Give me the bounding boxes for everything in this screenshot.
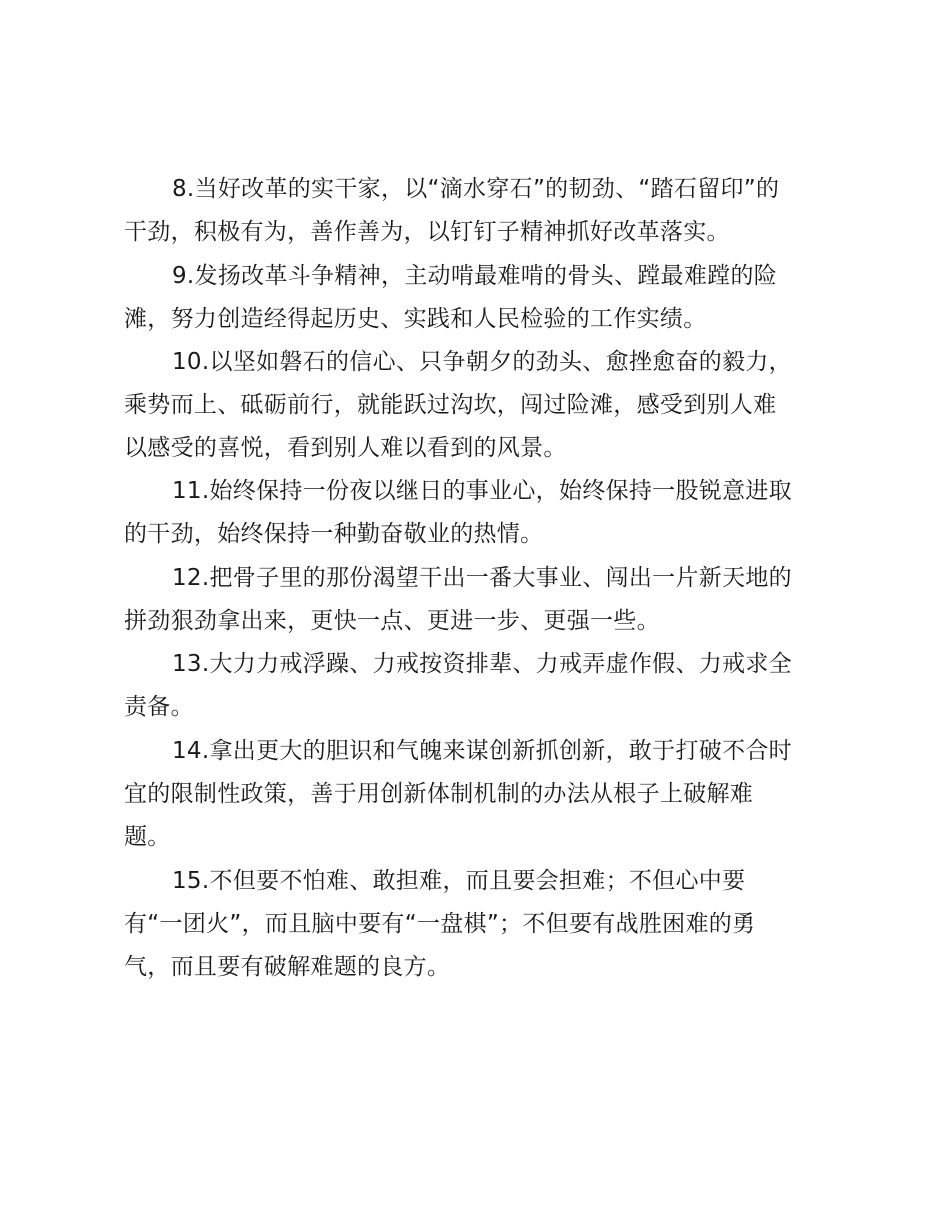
paragraph-line: 拼劲狠劲拿出来，更快一点、更进一步、更强一些。 [124, 608, 660, 634]
paragraph-line: 15.不但要不怕难、敢担难，而且要会担难；不但心中要 [172, 868, 746, 894]
paragraph-12 [124, 557, 844, 643]
paragraph-line: 干劲，积极有为，善作善为，以钉钉子精神抓好改革落实。 [124, 219, 730, 245]
paragraph-11 [124, 470, 844, 556]
paragraph-line: 滩，努力创造经得起历史、实践和人民检验的工作实绩。 [124, 306, 707, 332]
paragraph-line: 12.把骨子里的那份渴望干出一番大事业、闯出一片新天地的 [172, 565, 792, 591]
paragraph-line: 气，而且要有破解难题的良方。 [124, 954, 451, 980]
paragraph-8 [124, 168, 844, 254]
paragraph-15 [124, 860, 844, 989]
paragraph-line: 乘势而上、砥砺前行，就能跃过沟坎，闯过险滩，感受到别人难 [124, 392, 777, 418]
paragraph-line: 以感受的喜悦，看到别人难以看到的风景。 [124, 435, 567, 461]
paragraph-9 [124, 255, 844, 341]
paragraph-line: 题。 [124, 824, 171, 850]
paragraph-14 [124, 730, 844, 859]
paragraph-line: 10.以坚如磐石的信心、只争朝夕的劲头、愈挫愈奋的毅力， [172, 349, 792, 375]
paragraph-line: 宜的限制性政策，善于用创新体制机制的办法从根子上破解难 [124, 781, 754, 807]
paragraph-line: 有“一团火”，而且脑中要有“一盘棋”；不但要有战胜困难的勇 [124, 911, 756, 937]
paragraph-line: 11.始终保持一份夜以继日的事业心，始终保持一股锐意进取 [172, 478, 792, 504]
paragraph-line: 9.发扬改革斗争精神，主动啃最难啃的骨头、蹚最难蹚的险 [172, 263, 778, 289]
paragraph-10 [124, 341, 844, 470]
paragraph-line: 14.拿出更大的胆识和气魄来谋创新抓创新，敢于打破不合时 [172, 738, 792, 764]
paragraph-line: 13.大力力戒浮躁、力戒按资排辈、力戒弄虚作假、力戒求全 [172, 651, 792, 677]
paragraph-line: 的干劲，始终保持一种勤奋敬业的热情。 [124, 521, 544, 547]
paragraph-line: 责备。 [124, 694, 194, 720]
paragraph-line: 8.当好改革的实干家，以“滴水穿石”的韧劲、“踏石留印”的 [172, 176, 780, 202]
paragraph-13 [124, 643, 844, 729]
